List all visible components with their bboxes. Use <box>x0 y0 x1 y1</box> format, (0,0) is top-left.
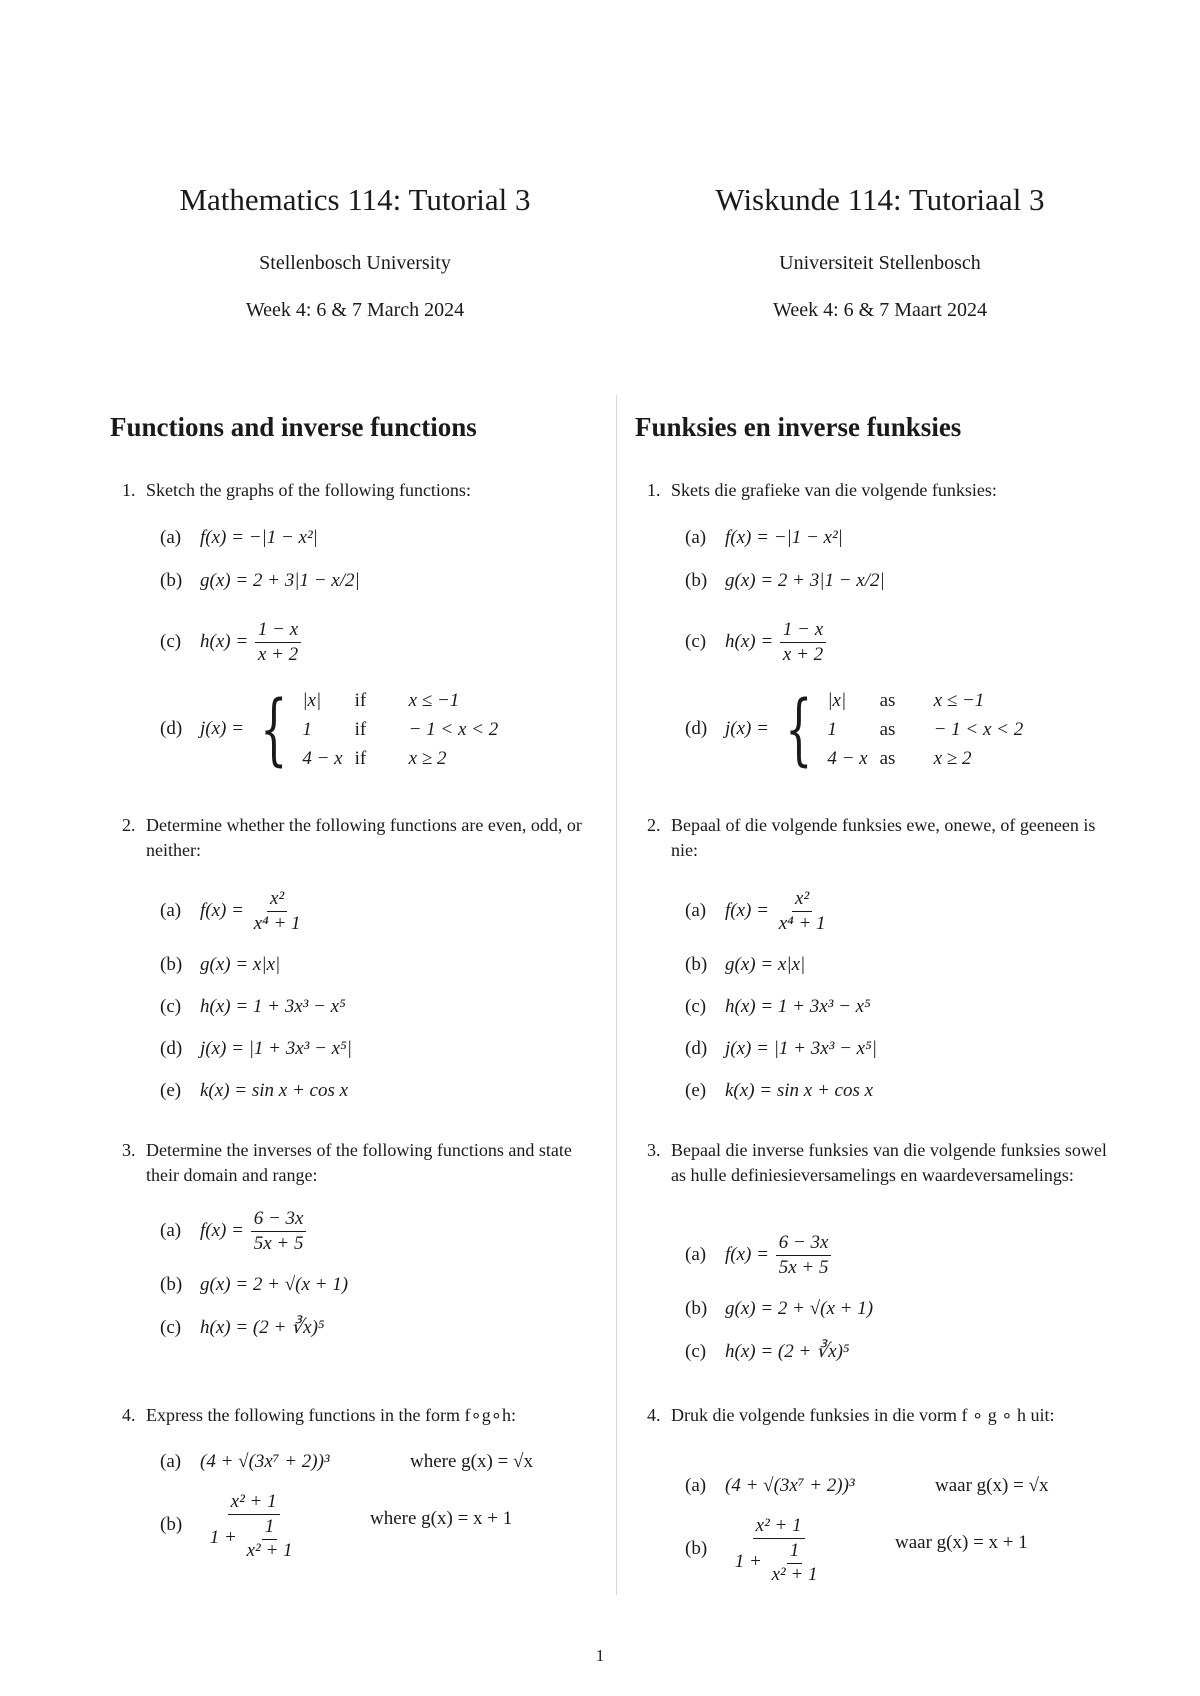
question-number: 2. <box>647 815 661 835</box>
fraction <box>251 887 304 936</box>
question-3 <box>122 1138 600 1188</box>
case-condition: x ≥ 2 <box>408 748 447 769</box>
inner-denominator: x² + 1 <box>246 1540 293 1561</box>
part-label: (c) <box>160 630 182 652</box>
question-text: Sketch the graphs of the following functions: <box>146 480 471 500</box>
question-1d <box>160 686 510 773</box>
question-4 <box>647 1403 1125 1428</box>
page-title: Wiskunde 114: Tutoriaal 3 <box>715 182 1045 217</box>
university-name: Stellenbosch University <box>259 252 451 274</box>
week-date: Week 4: 6 & 7 March 2024 <box>245 299 465 321</box>
numerator: x² + 1 <box>228 1490 280 1515</box>
inner-denominator: x² + 1 <box>771 1564 818 1585</box>
case-condition: − 1 < x < 2 <box>933 719 1024 740</box>
week-date: Week 4: 6 & 7 Maart 2024 <box>773 299 987 321</box>
case-condition: x ≥ 2 <box>933 748 972 769</box>
part-label: (a) <box>160 1451 182 1472</box>
question-4b <box>160 1490 303 1562</box>
denominator-lead: 1 + <box>734 1550 762 1572</box>
part-label: (a) <box>160 527 182 548</box>
piecewise-function <box>249 686 511 773</box>
denominator: 5x + 5 <box>778 1257 829 1278</box>
numerator: 6 − 3x <box>776 1231 832 1256</box>
question-2e <box>685 1080 873 1102</box>
part-label: (d) <box>685 1038 708 1059</box>
denominator-lead: 1 + <box>209 1526 237 1548</box>
question-number: 4. <box>122 1405 136 1425</box>
question-text: Skets die grafieke van die volgende funksies: <box>671 480 997 500</box>
case-row <box>827 744 1035 773</box>
case-keyword: if <box>354 748 367 769</box>
question-number: 1. <box>122 480 136 500</box>
part-label: (a) <box>160 899 182 921</box>
math-expression: f(x) = −|1 − x²| <box>725 527 843 548</box>
part-label: (b) <box>685 1538 708 1560</box>
part-label: (b) <box>685 570 708 591</box>
compound-fraction <box>207 1490 301 1562</box>
math-expression: f(x) = −|1 − x²| <box>200 527 318 548</box>
case-keyword: if <box>354 719 367 740</box>
question-1 <box>647 478 1125 503</box>
question-number: 4. <box>647 1405 661 1425</box>
fraction <box>780 618 826 667</box>
hint-note: where g(x) = x + 1 <box>370 1508 513 1529</box>
question-text: Determine whether the following functions are even, odd, or neither: <box>146 815 582 860</box>
case-value: |x| <box>302 690 322 711</box>
question-text: Druk die volgende funksies in die vorm f ∘ g ∘ h uit: <box>671 1405 1055 1425</box>
question-3b <box>685 1298 873 1320</box>
question-number: 3. <box>122 1140 136 1160</box>
math-expression: (4 + √(3x⁷ + 2))³ <box>200 1451 330 1472</box>
inner-fraction <box>769 1539 821 1586</box>
university-name: Universiteit Stellenbosch <box>779 252 981 274</box>
question-3a <box>160 1207 308 1256</box>
question-2a <box>685 887 831 936</box>
math-expression: g(x) = x|x| <box>200 954 281 975</box>
case-condition: − 1 < x < 2 <box>408 719 499 740</box>
part-label: (c) <box>685 630 707 652</box>
page-number: 1 <box>595 1646 605 1665</box>
math-lhs: h(x) = <box>200 630 249 652</box>
math-expression: g(x) = 2 + √(x + 1) <box>200 1274 349 1295</box>
question-2 <box>647 813 1125 863</box>
question-1a <box>685 527 843 549</box>
left-brace: { <box>259 684 288 775</box>
numerator: x² <box>792 887 812 912</box>
denominator: x⁴ + 1 <box>253 913 301 934</box>
math-expression: g(x) = 2 + 3|1 − x/2| <box>725 570 885 591</box>
denominator: x⁴ + 1 <box>778 913 826 934</box>
case-value: 4 − x <box>302 748 343 769</box>
question-3c <box>160 1316 325 1339</box>
numerator: 6 − 3x <box>251 1207 307 1232</box>
math-expression: h(x) = 1 + 3x³ − x⁵ <box>725 996 871 1017</box>
section-heading: Funksies en inverse funksies <box>635 412 962 442</box>
question-number: 1. <box>647 480 661 500</box>
case-value: 4 − x <box>827 748 868 769</box>
part-label: (c) <box>685 996 707 1017</box>
part-label: (e) <box>160 1080 182 1101</box>
math-lhs: h(x) = <box>725 630 774 652</box>
part-label: (c) <box>160 1317 182 1338</box>
question-4a <box>160 1451 330 1473</box>
question-2d <box>685 1038 877 1060</box>
piecewise-function <box>774 686 1036 773</box>
math-expression: g(x) = 2 + √(x + 1) <box>725 1298 874 1319</box>
question-2e <box>160 1080 348 1102</box>
case-keyword: as <box>879 719 896 740</box>
column-divider <box>616 395 617 1595</box>
question-number: 3. <box>647 1140 661 1160</box>
numerator: 1 − x <box>780 618 826 643</box>
part-label: (b) <box>160 954 183 975</box>
numerator: x² + 1 <box>753 1514 805 1539</box>
part-label: (a) <box>685 1475 707 1496</box>
question-2b <box>685 954 805 976</box>
fraction <box>251 1207 307 1256</box>
question-3c <box>685 1340 850 1363</box>
part-label: (e) <box>685 1080 707 1101</box>
math-lhs: f(x) = <box>200 899 244 921</box>
math-lhs: f(x) = <box>200 1219 244 1241</box>
denominator: 5x + 5 <box>253 1233 304 1254</box>
section-heading: Functions and inverse functions <box>110 412 477 442</box>
part-label: (d) <box>160 1038 183 1059</box>
question-3b <box>160 1274 348 1296</box>
fraction <box>776 887 829 936</box>
compound-fraction <box>732 1514 826 1586</box>
part-label: (a) <box>685 1243 707 1265</box>
question-2 <box>122 813 600 863</box>
denominator <box>207 1515 301 1562</box>
math-expression: k(x) = sin x + cos x <box>200 1080 349 1101</box>
part-label: (c) <box>685 1341 707 1362</box>
part-label: (a) <box>685 527 707 548</box>
question-4b <box>685 1514 828 1586</box>
inner-numerator: 1 <box>262 1515 278 1540</box>
math-lhs: f(x) = <box>725 899 769 921</box>
math-expression: j(x) = |1 + 3x³ − x⁵| <box>725 1038 877 1059</box>
question-text: Determine the inverses of the following functions and state their domain and range: <box>146 1140 572 1185</box>
math-expression: k(x) = sin x + cos x <box>725 1080 874 1101</box>
case-row <box>302 715 510 744</box>
case-value: |x| <box>827 690 847 711</box>
part-label: (d) <box>160 717 183 739</box>
question-2b <box>160 954 280 976</box>
question-4a <box>685 1475 855 1497</box>
part-label: (d) <box>685 717 708 739</box>
left-brace: { <box>784 684 813 775</box>
denominator: x + 2 <box>782 644 824 665</box>
part-label: (b) <box>160 1274 183 1295</box>
denominator <box>732 1539 826 1586</box>
math-expression: (4 + √(3x⁷ + 2))³ <box>725 1475 855 1496</box>
question-1c <box>160 618 303 667</box>
question-2c <box>160 996 346 1018</box>
fraction <box>776 1231 832 1280</box>
question-1c <box>685 618 828 667</box>
math-expression: h(x) = (2 + ∛x)⁵ <box>725 1341 850 1362</box>
part-label: (b) <box>685 1298 708 1319</box>
question-1d <box>685 686 1035 773</box>
part-label: (c) <box>160 996 182 1017</box>
math-expression: j(x) = |1 + 3x³ − x⁵| <box>200 1038 352 1059</box>
case-row <box>827 686 1035 715</box>
numerator: 1 − x <box>255 618 301 643</box>
inner-fraction <box>244 1515 296 1562</box>
page-title: Mathematics 114: Tutorial 3 <box>179 182 531 217</box>
case-keyword: if <box>354 690 367 711</box>
math-expression: g(x) = x|x| <box>725 954 806 975</box>
numerator: x² <box>267 887 287 912</box>
part-label: (b) <box>160 570 183 591</box>
case-keyword: as <box>879 690 896 711</box>
question-text: Bepaal die inverse funksies van die volgende funksies sowel as hulle definiesieversamelings en waardeversamelings: <box>671 1140 1107 1185</box>
fraction <box>255 618 301 667</box>
question-number: 2. <box>122 815 136 835</box>
question-text: Express the following functions in the form f∘g∘h: <box>146 1405 516 1425</box>
inner-numerator: 1 <box>787 1539 803 1564</box>
part-label: (a) <box>685 899 707 921</box>
question-1a <box>160 527 318 549</box>
question-1 <box>122 478 600 503</box>
hint-note: waar g(x) = √x <box>935 1475 1049 1496</box>
hint-note: where g(x) = √x <box>410 1451 533 1472</box>
math-lhs: f(x) = <box>725 1243 769 1265</box>
question-3 <box>647 1138 1125 1188</box>
question-2c <box>685 996 871 1018</box>
math-expression: h(x) = (2 + ∛x)⁵ <box>200 1317 325 1338</box>
question-2d <box>160 1038 352 1060</box>
case-keyword: as <box>879 748 896 769</box>
case-row <box>827 715 1035 744</box>
math-lhs: j(x) = <box>200 717 244 739</box>
math-expression: h(x) = 1 + 3x³ − x⁵ <box>200 996 346 1017</box>
hint-note: waar g(x) = x + 1 <box>895 1532 1028 1553</box>
case-value: 1 <box>302 719 312 740</box>
question-2a <box>160 887 306 936</box>
math-expression: g(x) = 2 + 3|1 − x/2| <box>200 570 360 591</box>
question-text: Bepaal of die volgende funksies ewe, onewe, of geeneen is nie: <box>671 815 1096 860</box>
part-label: (b) <box>685 954 708 975</box>
case-value: 1 <box>827 719 837 740</box>
case-condition: x ≤ −1 <box>933 690 985 711</box>
math-lhs: j(x) = <box>725 717 769 739</box>
part-label: (a) <box>160 1219 182 1241</box>
question-1b <box>160 570 360 592</box>
case-row <box>302 686 510 715</box>
question-3a <box>685 1231 833 1280</box>
case-condition: x ≤ −1 <box>408 690 460 711</box>
denominator: x + 2 <box>257 644 299 665</box>
question-1b <box>685 570 885 592</box>
case-row <box>302 744 510 773</box>
question-4 <box>122 1403 600 1428</box>
part-label: (b) <box>160 1514 183 1536</box>
